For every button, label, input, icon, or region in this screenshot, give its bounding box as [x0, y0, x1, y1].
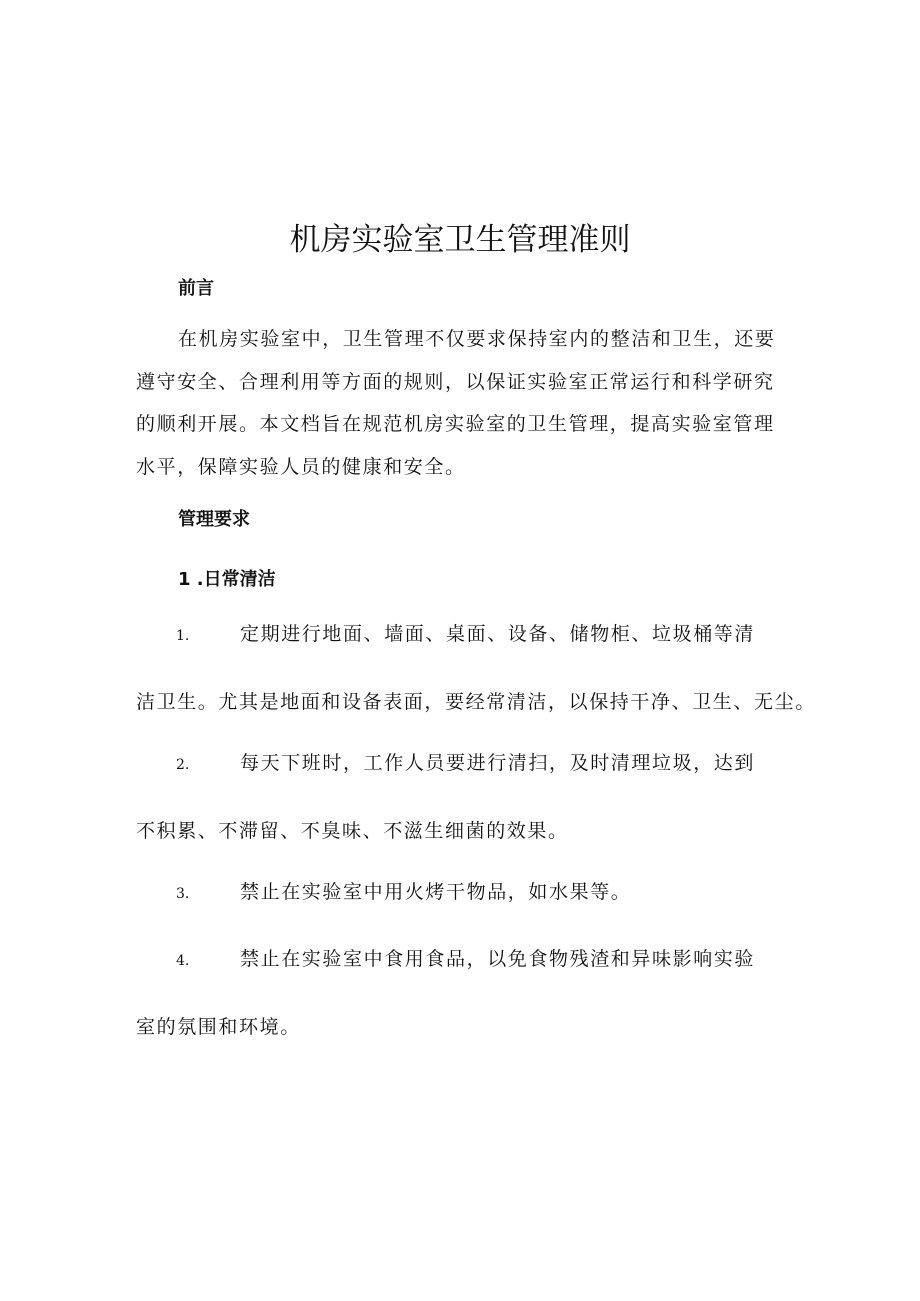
item-text-line: 禁止在实验室中食用食品，以免食物残渣和异味影响实验 — [240, 948, 756, 970]
document-title: 机房实验室卫生管理准则 — [289, 222, 631, 258]
item-text-continuation: 不积累、不滞留、不臭味、不滋生细菌的效果。 — [136, 820, 569, 842]
item-text-line: 每天下班时，工作人员要进行清扫，及时清理垃圾，达到 — [240, 752, 756, 774]
section-daily-cleaning-heading: 1 .日常清洁 — [178, 569, 276, 590]
requirements-heading: 管理要求 — [178, 509, 250, 530]
item-number: 2. — [176, 757, 190, 773]
item-text-line: 禁止在实验室中用火烤干物品，如水果等。 — [240, 881, 632, 903]
preface-paragraph: 在机房实验室中，卫生管理不仅要求保持室内的整洁和卫生，还要遵守安全、合理利用等方面的规则，以保证实验室正常运行和科学研究的顺利开展。本文档旨在规范机房实验室的卫生管理，提高实验室管理水平，保障实验人员的健康和安全。 — [136, 328, 776, 478]
item-text-continuation: 室的氛围和环境。 — [136, 1016, 301, 1038]
item-number: 4. — [176, 953, 190, 969]
item-number: 1. — [176, 628, 190, 644]
preface-heading: 前言 — [178, 278, 214, 299]
item-text-continuation: 洁卫生。尤其是地面和设备表面，要经常清洁，以保持干净、卫生、无尘。 — [136, 691, 816, 713]
item-number: 3. — [176, 886, 190, 902]
item-text-line: 定期进行地面、墙面、桌面、设备、储物柜、垃圾桶等清 — [240, 623, 756, 645]
